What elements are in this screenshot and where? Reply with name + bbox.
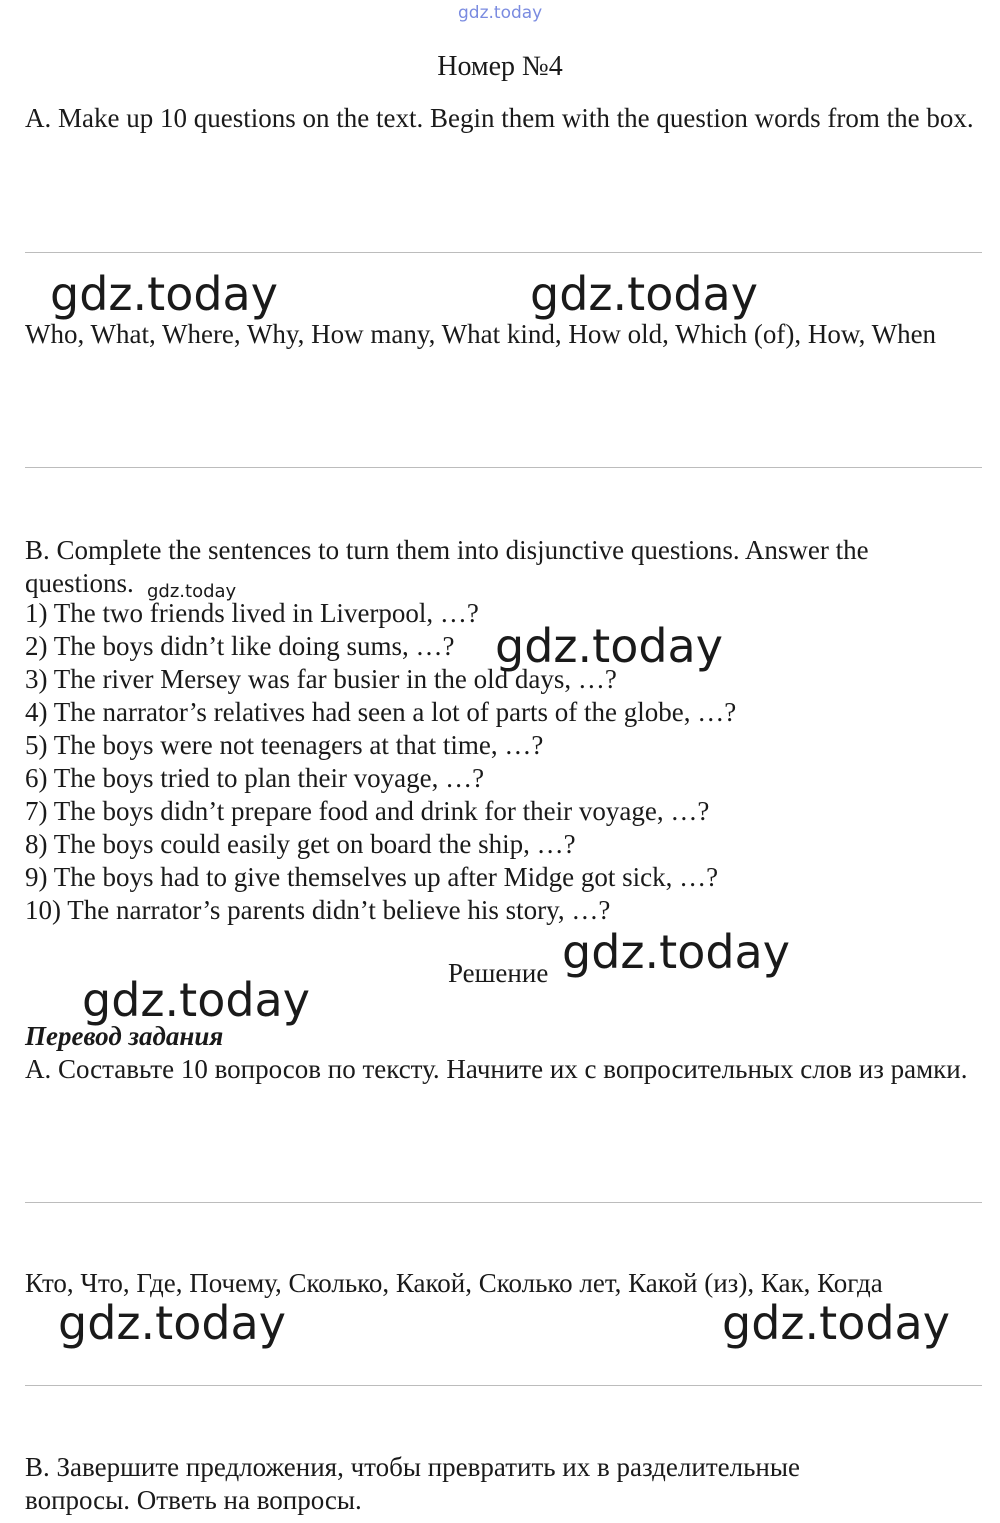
box-bottom-rule (25, 1385, 982, 1386)
watermark: gdz.today (495, 619, 723, 673)
watermark: gdz.today (82, 973, 310, 1027)
list-item: 9) The boys had to give themselves up after Midge got sick, …? (25, 862, 719, 892)
watermark: gdz.today (530, 267, 758, 321)
watermark: gdz.today (58, 1296, 286, 1350)
translation-heading: Перевод задания (25, 1021, 224, 1051)
list-item: 6) The boys tried to plan their voyage, …? (25, 763, 485, 793)
box-top-rule (25, 1202, 982, 1203)
list-item: 2) The boys didn’t like doing sums, …? (25, 631, 455, 661)
watermark: gdz.today (562, 925, 790, 979)
watermark-top: gdz.today (458, 3, 543, 23)
list-item: 5) The boys were not teenagers at that time, …? (25, 730, 544, 760)
list-item: 10) The narrator’s parents didn’t believe his story, …? (25, 895, 611, 925)
list-item: 3) The river Mersey was far busier in the old days, …? (25, 664, 617, 694)
page-title: Номер №4 (437, 51, 563, 82)
list-item: 7) The boys didn’t prepare food and drink for their voyage, …? (25, 796, 710, 826)
watermark-small: gdz.today (147, 581, 237, 602)
box-bottom-rule (25, 467, 982, 468)
translation-question-words-box: Кто, Что, Где, Почему, Сколько, Какой, Сколько лет, Какой (из), Как, Когда (25, 1268, 883, 1298)
task-b-text: B. Complete the sentences to turn them into disjunctive questions. Answer the questions. (25, 535, 869, 598)
list-item: 8) The boys could easily get on board the ship, …? (25, 829, 576, 859)
list-item: 1) The two friends lived in Liverpool, …? (25, 598, 479, 628)
box-top-rule (25, 252, 982, 253)
task-a-text: A. Make up 10 questions on the text. Begin them with the question words from the box. (25, 103, 974, 133)
question-words-box: Who, What, Where, Why, How many, What kind, How old, Which (of), How, When (25, 319, 937, 349)
list-item: 4) The narrator’s relatives had seen a lot of parts of the globe, …? (25, 697, 737, 727)
watermark: gdz.today (50, 267, 278, 321)
translation-task-a: А. Составьте 10 вопросов по тексту. Начните их с вопросительных слов из рамки. (25, 1054, 968, 1084)
translation-task-b: В. Завершите предложения, чтобы превратить их в разделительные вопросы. Ответь на вопросы. (25, 1452, 800, 1515)
watermark: gdz.today (722, 1296, 950, 1350)
solution-label: Решение (448, 958, 549, 988)
